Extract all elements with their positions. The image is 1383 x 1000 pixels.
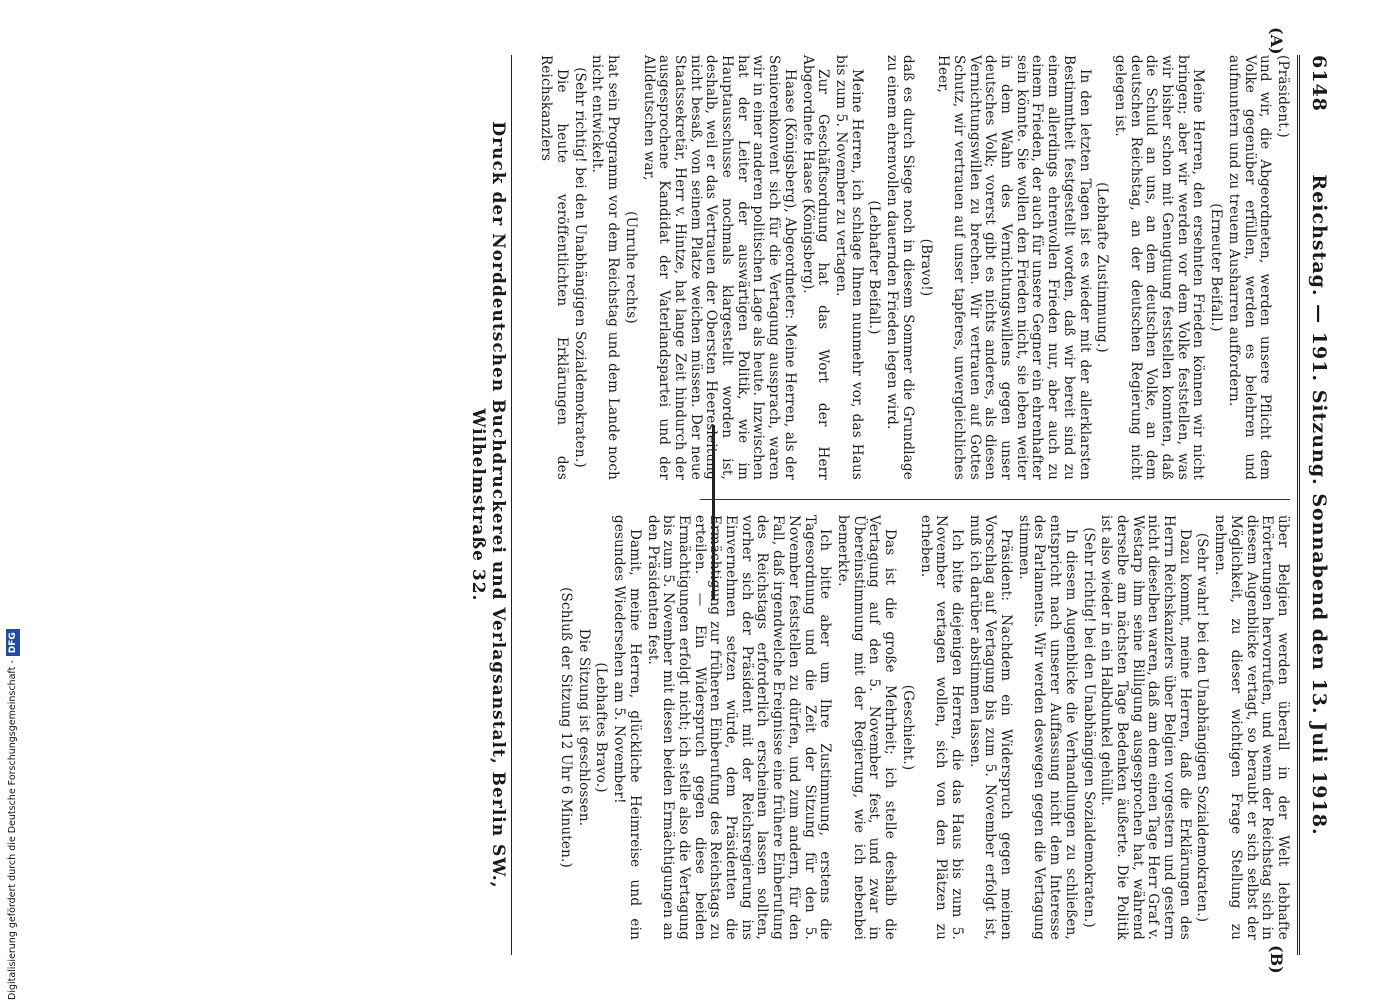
margin-marker-a: (A) — [1267, 27, 1286, 55]
right-column-paragraph: (Schluß der Sitzung 12 Uhr 6 Minuten.) — [558, 587, 575, 868]
left-column-paragraph: (Erneuter Beifall.) — [1208, 203, 1225, 332]
right-column-paragraph: Ich bitte aber um Ihre Zustimmung, erstens die Tagesordnung und die Zeit der Sitzung für den 5. November feststellen zu dürfen, und zum andern, für den Fall, daß irgendwelche Ereignisse eine frühere Einberufung des Reichstags erforderlich erscheinen lassen sollten, vorher sich der Präsident mit der Reichsregierung ins Einvernehmen setzen würde, dem Präsidenten die Ermächtigung zur früheren Einberufung des Reichstags zu erteilen. — Ein Widerspruch gegen diese beiden Ermächtigungen erfolgt nicht; ich stelle also die Vertagung bis zum 5. November mit diesen beiden Ermächtigungen an den Präsidenten fest. — [644, 515, 834, 940]
left-column-paragraph: und wir, die Abgeordneten, werden unsere Pflicht dem Volke gegenüber erfüllen, werden es belehren und aufmuntern und zu treuem Ausharren auffordern. — [1225, 55, 1274, 480]
right-column-paragraph: (Sehr richtig! bei den Unabhängigen Sozialdemokraten.) — [1080, 527, 1097, 928]
left-column-paragraph: (Lebhafter Beifall.) — [866, 200, 883, 335]
right-column-paragraph: (Lebhaftes Bravo.) — [593, 662, 610, 793]
right-column-paragraph: Damit, meine Herren, glückliche Heimreise und ein gesundes Wiedersehen am 5. November! — [611, 515, 643, 940]
right-column-paragraph: In diesem Augenblicke die Verhandlungen zu schließen, entspricht nach unserer Auffassung nicht dem Interesse des Parlaments. Wir werden deswegen gegen die Vertagung stimmen. — [1015, 515, 1079, 940]
left-column-paragraph: Meine Herren, den ersehnten Frieden können wir nicht bringen; aber wir werden vor dem Volke feststellen, was wir bisher schon mit Genugtuung feststellen konnten, daß die Schuld an uns, an dem deutschen Volke, an dem deutschen Reichstag, an der deutschen Regierung nicht gelegen ist. — [1111, 55, 1207, 480]
right-column-paragraph: (Geschieht.) — [899, 684, 916, 771]
right-column-paragraph: Präsident: Nachdem ein Widerspruch gegen meinen Vorschlag auf Vertagung bis zum 5. November erfolgt ist, muß ich darüber abstimmen lassen. — [966, 515, 1015, 940]
credit-text: Digitalisierung gefördert durch die Deutsche Forschungsgemeinschaft - — [7, 660, 18, 1000]
left-column-paragraph: Meine Herren, ich schlage Ihnen nunmehr vor, das Haus bis zum 5. November zu vertagen. — [833, 55, 865, 480]
right-column — [555, 515, 1290, 940]
right-column-paragraph: Ich bitte diejenigen Herren, die das Haus bis zum 5. November vertagen wollen, sich von den Plätzen zu erheben. — [917, 515, 965, 940]
left-column-paragraph: daß es durch Siege noch in diesem Sommer die Grundlage zu einem ehrenvollen dauernden Frieden legen wird. — [884, 55, 916, 480]
page-header — [1306, 55, 1330, 955]
header-rule — [1297, 55, 1300, 955]
right-column-paragraph: über Belgien werden überall in der Welt lebhafte Erörterungen hervorrufen, und wenn der Reichstag sich in diesem Augenblicke vertagt, so beraubt er sich selbst der Möglichkeit, zu dieser wichtigen Frage Stellung zu nehmen. — [1212, 515, 1291, 940]
margin-marker-b: (B) — [1267, 945, 1286, 974]
left-column-paragraph: (Lebhafte Zustimmung.) — [1094, 182, 1111, 353]
left-column-paragraph: (Unruhe rechts) — [622, 211, 639, 324]
left-column-paragraph: (Präsident.) — [1275, 55, 1291, 138]
dfg-logo: DFG — [6, 629, 20, 656]
left-column-paragraph: (Sehr richtig! bei den Unabhängigen Sozialdemokraten.) — [571, 67, 588, 468]
right-column-paragraph: Dazu kommt, meine Herren, daß die Erklärungen des Herrn Reichskanzlers über Belgien vorgestern und gestern nicht dieselben waren, daß am dem einen Tage Herr Graf v. Westarp ihm seine Billigung ausgesprochen hat, während derselbe am nächsten Tage Bedenken äußerte. Die Politik ist also wieder in ein Halbdunkel gehüllt. — [1098, 515, 1193, 940]
footer-rule — [511, 55, 512, 955]
column-separator — [700, 499, 1290, 500]
page-number: 6148 — [1308, 55, 1330, 112]
left-column-paragraph: (Bravo!) — [917, 238, 934, 297]
section-rule — [712, 425, 715, 600]
left-column-paragraph: hat sein Programm vor dem Reichstag und dem Lande noch nicht entwickelt. — [589, 55, 622, 480]
left-column-paragraph: In den letzten Tagen ist es wieder mit der allerklarsten Bestimmtheit festgestellt worden, daß wir bereit sind zu einem allerdings ehrenvollen Frieden nur, aber auch zu einem Frieden, der auch für unsere Gegner ein ehrenhafter sein könnte. Sie wollen den Frieden nicht, sie leben weiter in dem Wahn des Vernichtungswillens gegen unser deutsches Volk; vorerst gibt es nichts anderes, als diesen Vernichtungswillen zu brechen. Wir vertrauen auf Gottes Schutz, wir vertrauen auf unser tapferes, unvergleichliches Heer, — [935, 55, 1093, 480]
page-title: Reichstag. — 191. Sitzung. Sonnabend den 13. Juli 1918. — [1308, 174, 1330, 836]
rotated-document — [468, 27, 1330, 974]
digitization-credit — [6, 605, 20, 1000]
left-column-paragraph: Zur Geschäftsordnung hat das Wort der Herr Abgeordnete Haase (Königsberg). — [799, 55, 832, 480]
left-column-paragraph: Die heute veröffentlichten Erklärungen des Reichskanzlers — [538, 55, 571, 480]
printer-imprint: Druck der Norddeutschen Buchdruckerei und Verlagsanstalt, Berlin SW., Wilhelmstraße 32. — [468, 121, 508, 889]
right-column-paragraph: Die Sitzung ist geschlossen. — [575, 628, 592, 827]
left-column-paragraph: Haase (Königsberg), Abgeordneter: Meine Herren, als der Seniorenkonvent sich für die Vertagung aussprach, waren wir in einer anderen politischen Lage als heute. Inzwischen hat der Leiter der auswärtigen Politik, wie im Hauptausschusse nochmals klargestellt worden ist, deshalb, weil er das Vertrauen der Obersten Heeresleitung nicht besaß, von seinem Platze weichen müssen. Der neue Staatssekretär, Herr v. Hintze, hat lange Zeit hindurch der ausgesprochene Kandidat der Vaterlandspartei und der Alldeutschen war, — [640, 55, 798, 480]
right-column-paragraph: Das ist die große Mehrheit; ich stelle deshalb die Vertagung auf den 5. November fest, und zwar in Übereinstimmung mit der Regierung, wie ich nebenbei bemerkte. — [835, 515, 899, 940]
right-column-paragraph: (Sehr wahr! bei den Unabhängigen Sozialdemokraten.) — [1194, 532, 1211, 923]
left-column — [536, 55, 1290, 480]
